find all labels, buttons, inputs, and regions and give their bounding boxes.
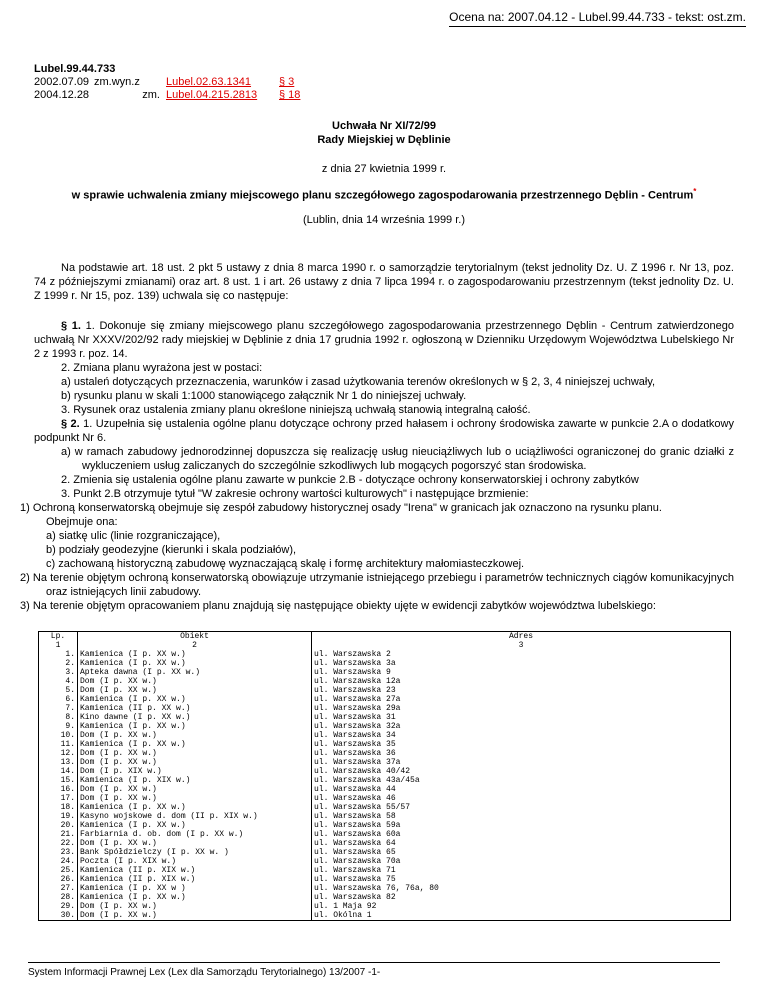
footer-rule	[28, 962, 720, 963]
s2-i1b: Obejmuje ona:	[46, 516, 118, 528]
s1-p2: 2. Zmiana planu wyrażona jest w postaci:	[61, 362, 263, 374]
s2-i1y: b) podziały geodezyjne (kierunki i skala podziałów),	[46, 544, 297, 556]
s1-a: a) ustaleń dotyczących przeznaczenia, warunków i zasad użytkowania terenów określonych w § 2, 3, 4 niniejszej uchwały,	[61, 376, 656, 388]
row-lp: 20.	[39, 821, 78, 830]
table-row	[39, 704, 731, 713]
amendment-type: zm.wyn.z	[94, 76, 140, 88]
subheader-1: 1	[39, 641, 78, 650]
amendment-row	[34, 89, 300, 102]
resolution-date: z dnia 27 kwietnia 1999 r.	[321, 163, 447, 175]
act-id: Lubel.99.44.733	[34, 63, 116, 75]
row-lp: 19.	[39, 812, 78, 821]
row-adres: ul. Warszawska 12a	[312, 677, 731, 686]
s2-p1-text: 1. Uzupełnia się ustalenia ogólne planu dotyczące ochrony przed hałasem i ochrony środowiska zawarte w punkcie 2.A o dodatkowy podpunkt Nr 6.	[34, 418, 734, 444]
row-obiekt: Kamienica (II p. XX w.)	[78, 704, 312, 713]
subject-text: w sprawie uchwalenia zmiany miejscowego planu szczegółowego zagospodarowania przestrzennego Dęblin - Centrum	[71, 189, 694, 202]
amendment-par-link[interactable]: § 3	[279, 76, 295, 88]
amendment-ref-link[interactable]: Lubel.04.215.2813	[166, 89, 258, 101]
row-lp: 26.	[39, 875, 78, 884]
row-adres: ul. Warszawska 40/42	[312, 767, 731, 776]
row-lp: 16.	[39, 785, 78, 794]
row-lp: 14.	[39, 767, 78, 776]
monuments-table	[38, 631, 731, 921]
row-lp: 12.	[39, 749, 78, 758]
row-adres: ul. Okólna 1	[312, 911, 731, 921]
row-lp: 5.	[39, 686, 78, 695]
section-2	[20, 417, 734, 613]
row-adres: ul. Warszawska 27a	[312, 695, 731, 704]
row-adres: ul. Warszawska 64	[312, 839, 731, 848]
table-row	[39, 677, 731, 686]
header-obiekt: Obiekt	[78, 632, 312, 642]
row-adres: ul. Warszawska 59a	[312, 821, 731, 830]
row-obiekt: Kamienica (I p. XIX w.)	[78, 776, 312, 785]
row-obiekt: Kamienica (II p. XIX w.)	[78, 875, 312, 884]
row-lp: 18.	[39, 803, 78, 812]
row-adres: ul. Warszawska 9	[312, 668, 731, 677]
s2-i1x: a) siatkę ulic (linie rozgraniczające),	[46, 530, 221, 542]
row-lp: 11.	[39, 740, 78, 749]
row-lp: 8.	[39, 713, 78, 722]
row-adres: ul. Warszawska 71	[312, 866, 731, 875]
row-lp: 7.	[39, 704, 78, 713]
row-lp: 29.	[39, 902, 78, 911]
row-adres: ul. Warszawska 55/57	[312, 803, 731, 812]
row-adres: ul. Warszawska 31	[312, 713, 731, 722]
table-row	[39, 758, 731, 767]
subheader-2: 2	[78, 641, 312, 650]
row-lp: 10.	[39, 731, 78, 740]
table-header-row	[39, 632, 731, 642]
row-obiekt: Kamienica (I p. XX w.)	[78, 803, 312, 812]
publication-note: (Lublin, dnia 14 września 1999 r.)	[302, 214, 466, 226]
row-lp: 25.	[39, 866, 78, 875]
row-obiekt: Dom (I p. XX w.)	[78, 749, 312, 758]
row-lp: 17.	[39, 794, 78, 803]
footnote-mark[interactable]: *	[693, 187, 697, 196]
preamble	[34, 261, 734, 303]
page-footer: System Informacji Prawnej Lex (Lex dla Samorządu Terytorialnego) 13/2007 -1-	[28, 967, 381, 978]
row-lp: 2.	[39, 659, 78, 668]
row-obiekt: Kino dawne (I p. XX w.)	[78, 713, 312, 722]
row-adres: ul. Warszawska 76, 76a, 80	[312, 884, 731, 893]
table-row	[39, 803, 731, 812]
table-row	[39, 668, 731, 677]
row-obiekt: Dom (I p. XX w.)	[78, 839, 312, 848]
row-obiekt: Dom (I p. XX w.)	[78, 731, 312, 740]
resolution-number: Uchwała Nr XI/72/99	[332, 120, 436, 132]
act-metadata	[34, 63, 300, 102]
row-adres: ul. Warszawska 70a	[312, 857, 731, 866]
table-row	[39, 695, 731, 704]
s2-i1z: c) zachowaną historyczną zabudowę wyznaczającą skalę i formę architektury małomiasteczkowej.	[46, 558, 525, 570]
amendment-par-link[interactable]: § 18	[279, 89, 301, 101]
row-lp: 21.	[39, 830, 78, 839]
row-adres: ul. Warszawska 23	[312, 686, 731, 695]
row-adres: ul. Warszawska 35	[312, 740, 731, 749]
row-lp: 22.	[39, 839, 78, 848]
amendment-date: 2004.12.28	[34, 89, 90, 101]
s2-a: a) w ramach zabudowy jednorodzinnej dopuszcza się realizację usług nieuciążliwych lub o uciążliwości ograniczonej do granic działki z wykluczeniem usług zaliczanych do szczególnie szkodliwych lub mogących pogorszyć stan środowiska.	[61, 446, 734, 472]
row-obiekt: Farbiarnia d. ob. dom (I p. XX w.)	[78, 830, 312, 839]
table-row	[39, 812, 731, 821]
amendment-date: 2002.07.09	[34, 76, 90, 88]
row-obiekt: Kamienica (I p. XX w.)	[78, 659, 312, 668]
table-row	[39, 839, 731, 848]
row-obiekt: Kamienica (I p. XX w.)	[78, 650, 312, 659]
table-row	[39, 794, 731, 803]
table-row	[39, 731, 731, 740]
row-lp: 9.	[39, 722, 78, 731]
table-row	[39, 785, 731, 794]
row-adres: ul. Warszawska 3a	[312, 659, 731, 668]
row-obiekt: Apteka dawna (I p. XX w.)	[78, 668, 312, 677]
table-row	[39, 893, 731, 902]
row-adres: ul. Warszawska 58	[312, 812, 731, 821]
row-adres: ul. Warszawska 75	[312, 875, 731, 884]
table-row	[39, 686, 731, 695]
row-adres: ul. Warszawska 46	[312, 794, 731, 803]
row-obiekt: Dom (I p. XX w.)	[78, 794, 312, 803]
row-obiekt: Kamienica (I p. XX w.)	[78, 821, 312, 830]
amendment-row	[34, 76, 300, 89]
row-adres: ul. Warszawska 2	[312, 650, 731, 659]
row-obiekt: Kamienica (II p. XIX w.)	[78, 866, 312, 875]
row-lp: 6.	[39, 695, 78, 704]
row-obiekt: Dom (I p. XX w.)	[78, 686, 312, 695]
s2-i2: 2) Na terenie objętym ochroną konserwatorską obowiązuje utrzymanie istniejącego przebiegu i parametrów technicznych ciągów komunikacyjnych oraz istniejących linii zabudowy.	[20, 572, 734, 598]
page-header: Ocena na: 2007.04.12 - Lubel.99.44.733 - tekst: ost.zm.	[449, 10, 746, 27]
resolution-subject	[0, 187, 768, 202]
table-subheader-row	[39, 641, 731, 650]
section-1	[34, 319, 734, 417]
row-obiekt: Kamienica (I p. XX w.)	[78, 893, 312, 902]
row-obiekt: Dom (I p. XX w.)	[78, 758, 312, 767]
row-obiekt: Dom (I p. XX w.)	[78, 785, 312, 794]
header-lp: Lp.	[39, 632, 78, 642]
row-adres: ul. Warszawska 29a	[312, 704, 731, 713]
row-adres: ul. Warszawska 60a	[312, 830, 731, 839]
row-obiekt: Kamienica (I p. XX w.)	[78, 722, 312, 731]
table-row	[39, 857, 731, 866]
table-row	[39, 722, 731, 731]
row-adres: ul. Warszawska 65	[312, 848, 731, 857]
s2-p1	[34, 417, 734, 445]
row-lp: 24.	[39, 857, 78, 866]
row-obiekt: Dom (I p. XX w.)	[78, 911, 312, 921]
row-lp: 1.	[39, 650, 78, 659]
row-adres: ul. Warszawska 37a	[312, 758, 731, 767]
table-row	[39, 659, 731, 668]
header-adres: Adres	[312, 632, 731, 642]
s1-num: § 1.	[61, 320, 81, 332]
row-adres: ul. Warszawska 34	[312, 731, 731, 740]
row-adres: ul. Warszawska 44	[312, 785, 731, 794]
table-row	[39, 884, 731, 893]
table-row	[39, 848, 731, 857]
row-lp: 23.	[39, 848, 78, 857]
subheader-3: 3	[312, 641, 731, 650]
row-lp: 28.	[39, 893, 78, 902]
s2-i1: 1) Ochroną konserwatorską obejmuje się zespół zabudowy historycznej osady "Irena" w granicach jak oznaczono na rysunku planu.	[20, 502, 662, 514]
amendment-type: zm.	[142, 89, 160, 101]
row-obiekt: Bank Spółdzielczy (I p. XX w. )	[78, 848, 312, 857]
table-row	[39, 875, 731, 884]
row-obiekt: Kamienica (I p. XX w.)	[78, 695, 312, 704]
row-adres: ul. Warszawska 36	[312, 749, 731, 758]
table-row	[39, 767, 731, 776]
row-lp: 30.	[39, 911, 78, 921]
council-name: Rady Miejskiej w Dęblinie	[317, 134, 451, 146]
row-obiekt: Kamienica (I p. XX w.)	[78, 740, 312, 749]
table-row	[39, 866, 731, 875]
table-row	[39, 821, 731, 830]
row-adres: ul. Warszawska 32a	[312, 722, 731, 731]
row-lp: 27.	[39, 884, 78, 893]
row-lp: 15.	[39, 776, 78, 785]
row-lp: 4.	[39, 677, 78, 686]
s2-p2: 2. Zmienia się ustalenia ogólne planu zawarte w punkcie 2.B - dotyczące ochrony konserwatorskiej i ochrony zabytków	[61, 474, 639, 486]
row-adres: ul. Warszawska 82	[312, 893, 731, 902]
s1-b: b) rysunku planu w skali 1:1000 stanowiącego załącznik Nr 1 do niniejszej uchwały.	[61, 390, 467, 402]
row-obiekt: Dom (I p. XIX w.)	[78, 767, 312, 776]
table-row	[39, 911, 731, 921]
row-obiekt: Kasyno wojskowe d. dom (II p. XIX w.)	[78, 812, 312, 821]
row-adres: ul. Warszawska 43a/45a	[312, 776, 731, 785]
table-row	[39, 749, 731, 758]
s2-num: § 2.	[61, 418, 80, 430]
row-lp: 13.	[39, 758, 78, 767]
row-obiekt: Kamienica (I p. XX w )	[78, 884, 312, 893]
row-obiekt: Dom (I p. XX w.)	[78, 677, 312, 686]
row-obiekt: Poczta (I p. XIX w.)	[78, 857, 312, 866]
s1-p1-text: 1. Dokonuje się zmiany miejscowego planu szczegółowego zagospodarowania przestrzennego Dęblin - Centrum zatwierdzonego uchwałą Nr XXXV/202/92 rady miejskiej w Dęblinie z dnia 17 grudnia 1992 r. ogłoszoną w Dzienniku Urzędowym Województwa Lubelskiego Nr 2 z 1993 r. poz. 14.	[34, 320, 734, 360]
table-row	[39, 740, 731, 749]
table-row	[39, 902, 731, 911]
row-adres: ul. 1 Maja 92	[312, 902, 731, 911]
s2-p3: 3. Punkt 2.B otrzymuje tytuł "W zakresie ochrony wartości kulturowych" i następujące brzmienie:	[61, 488, 529, 500]
table-row	[39, 830, 731, 839]
preamble-text: Na podstawie art. 18 ust. 2 pkt 5 ustawy z dnia 8 marca 1990 r. o samorządzie terytorialnym (tekst jednolity Dz. U. Z 1996 r. Nr 13, poz. 74 z późniejszymi zmianami) oraz art. 8 ust. 1 i art. 26 ustawy z dnia 7 lipca 1994 r. o zagospodarowaniu przestrzennym (tekst jednolity Dz. U. Z 1999 r. Nr 15, poz. 139) uchwala się co następuje:	[34, 262, 734, 302]
table-row	[39, 776, 731, 785]
table-row	[39, 650, 731, 659]
s1-p1	[34, 319, 734, 361]
s2-i3: 3) Na terenie objętym opracowaniem planu znajdują się następujące obiekty ujęte w ewidencji zabytków województwa lubelskiego:	[20, 600, 656, 612]
row-obiekt: Dom (I p. XX w.)	[78, 902, 312, 911]
row-lp: 3.	[39, 668, 78, 677]
table-row	[39, 713, 731, 722]
s1-p3: 3. Rysunek oraz ustalenia zmiany planu określone niniejszą uchwałą stanowią integralną całość.	[61, 404, 531, 416]
amendment-ref-link[interactable]: Lubel.02.63.1341	[166, 76, 252, 88]
